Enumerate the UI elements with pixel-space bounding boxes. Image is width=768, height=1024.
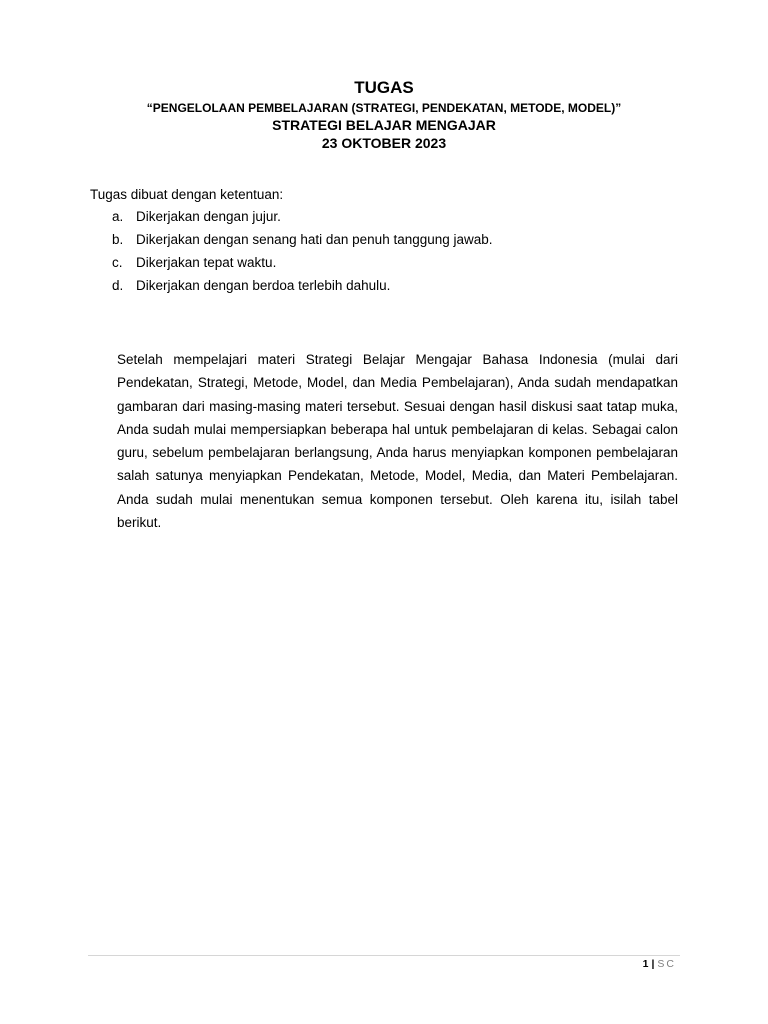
page-number: 1 bbox=[642, 958, 649, 970]
document-header bbox=[0, 77, 768, 152]
list-marker: d. bbox=[112, 278, 124, 293]
instructions-intro: Tugas dibuat dengan ketentuan: bbox=[90, 187, 284, 202]
body-paragraph: Setelah mempelajari materi Strategi Belajar Mengajar Bahasa Indonesia (mulai dari Pendekatan, Strategi, Metode, Model, dan Media Pembelajaran), Anda sudah mendapatkan gambaran dari masing-masing materi tersebut. Sesuai dengan hasil diskusi saat tatap muka, Anda sudah mulai mempersiapkan beberapa hal untuk pembelajaran di kelas. Sebagai calon guru, sebelum pembelajaran berlangsung, Anda harus menyiapkan komponen pembelajaran salah satunya menyiapkan Pendekatan, Metode, Model, Media, dan Materi Pembelajaran. Anda sudah mulai menentukan semua komponen tersebut. Oleh karena itu, isilah tabel berikut. bbox=[117, 352, 678, 531]
list-item bbox=[112, 231, 493, 254]
document-title: TUGAS bbox=[354, 78, 414, 97]
author-initials: SC bbox=[657, 958, 676, 970]
list-item-text: Dikerjakan tepat waktu. bbox=[136, 255, 277, 270]
list-item-text: Dikerjakan dengan senang hati dan penuh tanggung jawab. bbox=[136, 232, 493, 247]
page-footer bbox=[643, 957, 676, 971]
list-item bbox=[112, 254, 493, 277]
list-item-text: Dikerjakan dengan jujur. bbox=[136, 209, 281, 224]
list-marker: a. bbox=[112, 209, 124, 224]
list-item bbox=[112, 277, 493, 300]
footer-divider bbox=[88, 955, 680, 956]
document-date: 23 OKTOBER 2023 bbox=[321, 135, 447, 151]
course-name: STRATEGI BELAJAR MENGAJAR bbox=[272, 117, 496, 133]
document-subtitle: “PENGELOLAAN PEMBELAJARAN (STRATEGI, PENDEKATAN, METODE, MODEL)” bbox=[146, 101, 622, 115]
footer-separator: | bbox=[651, 958, 655, 970]
list-marker: c. bbox=[112, 255, 123, 270]
list-marker: b. bbox=[112, 232, 124, 247]
list-item bbox=[112, 208, 493, 231]
list-item-text: Dikerjakan dengan berdoa terlebih dahulu. bbox=[136, 278, 391, 293]
instructions-list bbox=[112, 208, 493, 300]
